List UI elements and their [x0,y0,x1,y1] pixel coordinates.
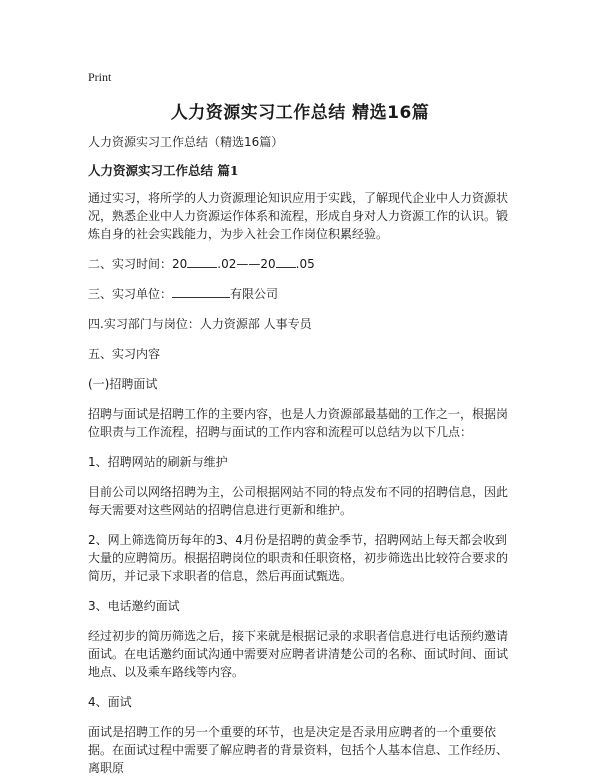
unit-label: 三、实习单位： [88,287,173,301]
recruit-paragraph: 招聘与面试是招聘工作的主要内容，也是人力资源部最基础的工作之一，根据岗位职责与工作流程，招聘与面试的工作内容和流程可以总结为以下几点： [88,407,509,439]
section-heading: 人力资源实习工作总结 篇1 [88,163,239,178]
document-body [88,133,516,776]
item1-paragraph: 目前公司以网络招聘为主，公司根据网站不同的特点发布不同的招聘信息，因此每天需要对这些网站的招聘信息进行更新和维护。 [88,485,509,517]
content-heading: 五、实习内容 [88,347,161,361]
time-label: 二、实习时间： [88,257,173,271]
item2-paragraph: 2、网上筛选简历每年的3、4月份是招聘的黄金季节，招聘网站上每天都会收到大量的应聘简历。根据招聘岗位的职责和任职资格，初步筛选出比较符合要求的简历，并记录下求职者的信息，然后再面试甄选。 [88,533,509,583]
department-line: 四.实习部门与岗位：人力资源部 人事专员 [88,317,312,331]
print-link[interactable]: Print [88,70,112,84]
blank-underline [276,255,296,268]
item1-heading: 1、招聘网站的刷新与维护 [88,455,228,469]
page-title: 人力资源实习工作总结 精选16篇 [170,103,430,123]
time-end: .05 [295,257,315,271]
item4-heading: 4、面试 [88,695,132,709]
unit-suffix: 有限公司 [230,287,279,301]
document-subtitle: 人力资源实习工作总结（精选16篇） [88,135,284,149]
blank-underline [172,285,230,298]
recruit-heading: (一)招聘面试 [88,377,158,391]
intro-paragraph: 通过实习，将所学的人力资源理论知识应用于实践，了解现代企业中人力资源状况，熟悉企业中人力资源运作体系和流程，形成自身对人力资源工作的认识。锻炼自身的社会实践能力，为步入社会工作岗位积累经验。 [88,191,509,241]
internship-unit [88,285,516,303]
item4-paragraph: 面试是招聘工作的另一个重要的环节，也是决定是否录用应聘者的一个重要依据。在面试过程中需要了解应聘者的背景资料，包括个人基本信息、工作经历、离职原 [88,725,509,775]
item3-paragraph: 经过初步的简历筛选之后，接下来就是根据记录的求职者信息进行电话预约邀请面试。在电话邀约面试沟通中需要对应聘者讲清楚公司的名称、面试时间、面试地点、以及乘车路线等内容。 [88,629,509,679]
internship-time [88,255,516,273]
item3-heading: 3、电话邀约面试 [88,599,180,613]
blank-underline [187,255,217,268]
time-range: .02——20 [217,257,276,271]
time-year: 20 [172,257,188,271]
